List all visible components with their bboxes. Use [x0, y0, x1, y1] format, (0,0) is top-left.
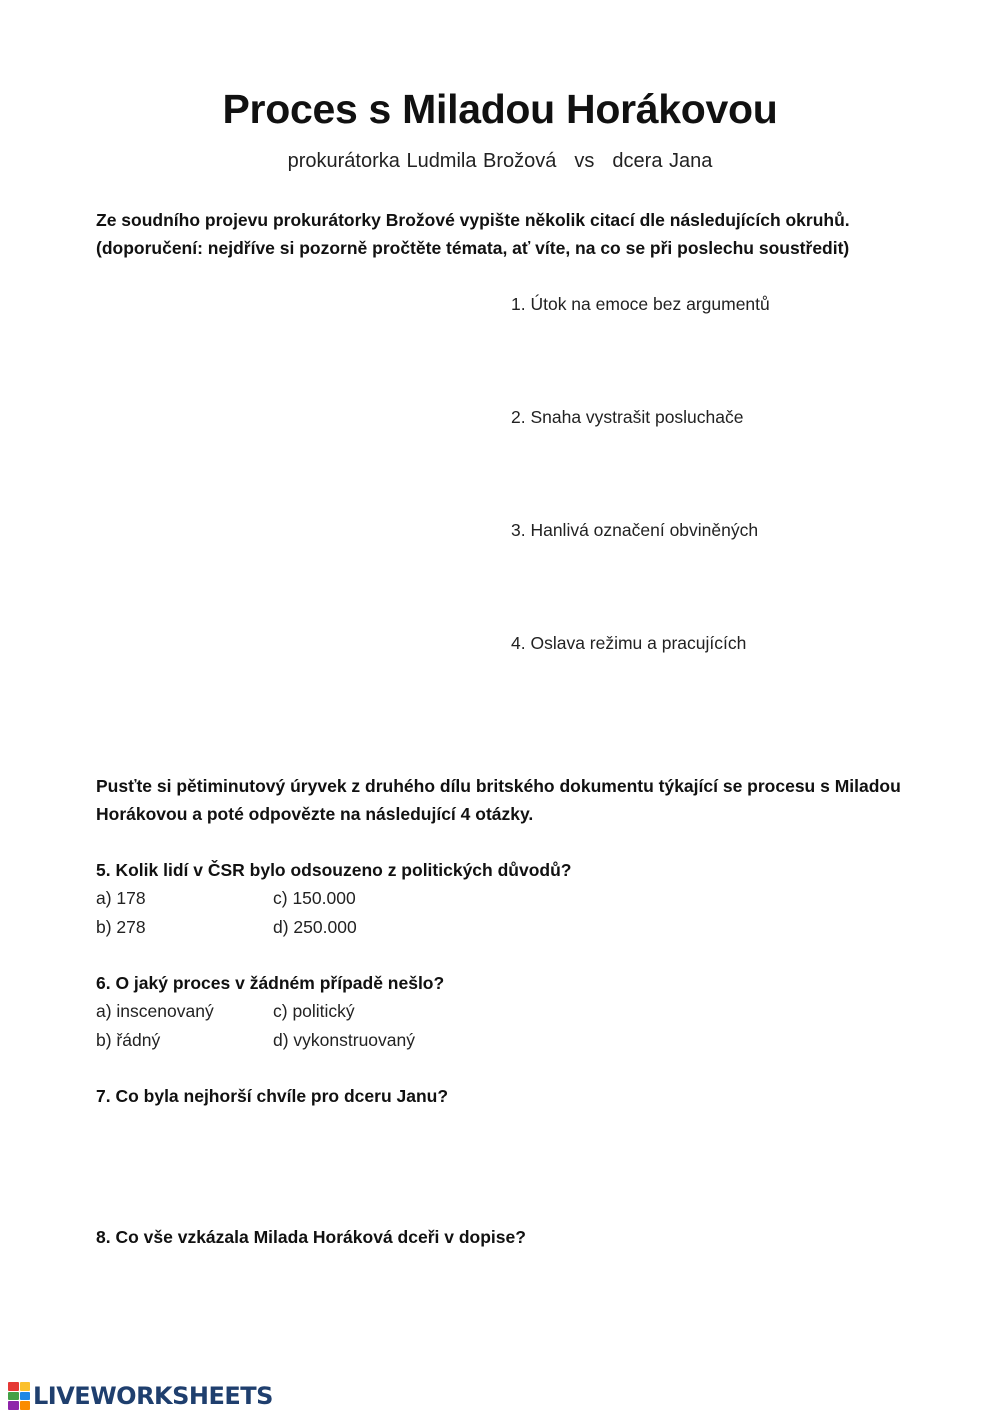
topic-4: 4. Oslava režimu a pracujících [511, 633, 747, 653]
question-5-option-a[interactable]: a) 178 [96, 888, 146, 908]
subtitle-vs: vs [574, 150, 595, 172]
topic-1: 1. Útok na emoce bez argumentů [511, 294, 770, 314]
question-5-option-d[interactable]: d) 250.000 [273, 917, 357, 937]
question-6-option-b[interactable]: b) řádný [96, 1030, 161, 1050]
video-instructions [96, 772, 901, 828]
instructions-line-1: Ze soudního projevu prokurátorky Brožové vypište několik citací dle následujících okruhů. [96, 210, 850, 230]
question-6-option-a[interactable]: a) inscenovaný [96, 1001, 214, 1021]
question-6-option-c[interactable]: c) politický [273, 1001, 355, 1021]
video-instructions-line-1: Pusťte si pětiminutový úryvek z druhého dílu britského dokumentu týkající se procesu s Miladou [96, 776, 901, 796]
liveworksheets-logo-icon [8, 1382, 30, 1410]
video-instructions-line-2: Horákovou a poté odpovězte na následující 4 otázky. [96, 804, 534, 824]
instructions-line-2: (doporučení: nejdříve si pozorně pročtěte témata, ať víte, na co se při poslechu soustředit) [96, 238, 850, 258]
liveworksheets-logo[interactable] [8, 1381, 273, 1411]
topic-2: 2. Snaha vystrašit posluchače [511, 407, 744, 427]
question-5-option-b[interactable]: b) 278 [96, 917, 146, 937]
question-5-option-c[interactable]: c) 150.000 [273, 888, 356, 908]
logo-block [20, 1382, 31, 1391]
logo-block [8, 1392, 19, 1401]
question-5: 5. Kolik lidí v ČSR bylo odsouzeno z politických důvodů? [96, 860, 572, 880]
logo-block [8, 1382, 19, 1391]
logo-block [8, 1401, 19, 1410]
logo-block [20, 1401, 31, 1410]
question-6-option-d[interactable]: d) vykonstruovaný [273, 1030, 416, 1050]
question-8: 8. Co vše vzkázala Milada Horáková dceři v dopise? [96, 1227, 526, 1247]
instructions-block [96, 206, 850, 262]
liveworksheets-logo-text: LIVEWORKSHEETS [33, 1382, 273, 1410]
subtitle-prosecutor: prokurátorka Ludmila Brožová [287, 150, 557, 172]
question-7: 7. Co byla nejhorší chvíle pro dceru Janu? [96, 1086, 449, 1106]
question-6: 6. O jaký proces v žádném případě nešlo? [96, 973, 445, 993]
page-subtitle [0, 150, 1000, 173]
subtitle-daughter: dcera Jana [612, 150, 713, 172]
logo-block [20, 1392, 31, 1401]
topic-3: 3. Hanlivá označení obviněných [511, 520, 759, 540]
page-title: Proces s Miladou Horákovou [222, 86, 778, 132]
